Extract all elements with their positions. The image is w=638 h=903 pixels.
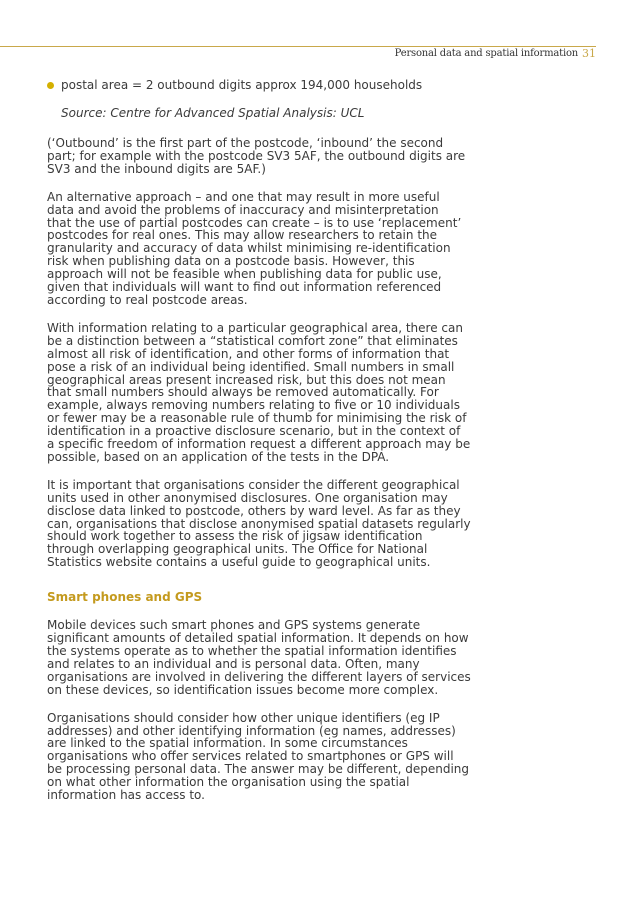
source-citation: Source: Centre for Advanced Spatial Analysis: UCL bbox=[61, 106, 365, 120]
paragraph-geographical-units: It is important that organisations consider the different geographical units used in other anonymised disclosures. One organisation may disclose data linked to postcode, others by ward level. As far as they can, organisations that disclose anonymised spatial datasets regularly should work together to assess the risk of jigsaw identification through overlapping geographical units. The Office for National Statistics website contains a useful guide to geographical units. bbox=[47, 477, 471, 570]
page-number: 31 bbox=[582, 47, 596, 60]
paragraph-alternative-approach: An alternative approach – and one that may result in more useful data and avoid the problems of inaccuracy and misinterpretation that the use of partial postcodes can create – is to use ‘replacement’ postcodes for real ones. This may allow researchers to retain the granularity and accuracy of data whilst minimising re-identification risk when publishing data on a postcode basis. However, this approach will not be feasible when publishing data for public use, given that individuals will want to find out information referenced according to real postcode areas. bbox=[47, 189, 462, 307]
page-body bbox=[47, 78, 471, 803]
running-header-title: Personal data and spatial information bbox=[394, 48, 578, 59]
paragraph-outbound: (‘Outbound’ is the first part of the postcode, ‘inbound’ the second part; for example with the postcode SV3 5AF, the outbound digits are SV3 and the inbound digits are 5AF.) bbox=[47, 136, 466, 176]
paragraph-statistical-comfort-zone: With information relating to a particular geographical area, there can be a distinction between a “statistical comfort zone” that eliminates almost all risk of identification, and other forms of information that pose a risk of an individual being identified. Small numbers in small geographical areas present increased risk, but this does not mean that small numbers should always be removed automatically. For example, always removing numbers relating to five or 10 individuals or fewer may be a reasonable rule of thumb for minimising the risk of identification in a proactive disclosure scenario, but in the context of a specific freedom of information request a different approach may be possible, based on an application of the tests in the DPA. bbox=[47, 320, 471, 464]
paragraph-unique-identifiers: Organisations should consider how other unique identifiers (eg IP addresses) and other identifying information (eg names, addresses) are linked to the spatial information. In some circumstances organisations who offer services related to smartphones or GPS will be processing personal data. The answer may be different, depending on what other information the organisation using the spatial information has access to. bbox=[47, 710, 470, 803]
bullet-item bbox=[47, 78, 467, 93]
section-heading: Smart phones and GPS bbox=[47, 590, 203, 605]
bullet-dot-icon bbox=[47, 82, 54, 89]
header-rule bbox=[0, 46, 596, 47]
bullet-text: postal area = 2 outbound digits approx 194,000 households bbox=[61, 78, 423, 92]
paragraph-mobile-devices: Mobile devices such smart phones and GPS systems generate significant amounts of detailed spatial information. It depends on how the systems operate as to whether the spatial information identifies and relates to an individual and is personal data. Often, many organisations are involved in delivering the different layers of services on these devices, so identification issues become more complex. bbox=[47, 618, 471, 697]
